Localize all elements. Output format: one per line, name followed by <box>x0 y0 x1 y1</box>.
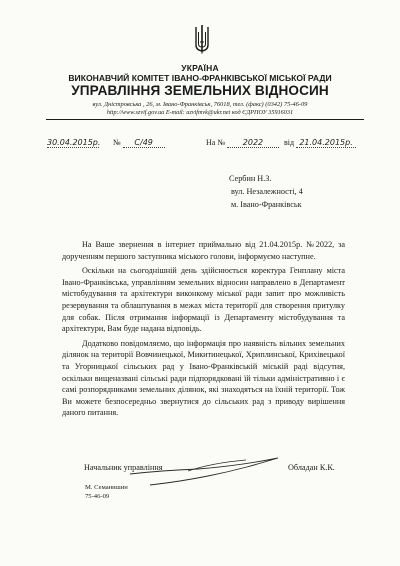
handwritten-signature <box>128 452 288 492</box>
recipient-name: Сербин Н.З. <box>229 174 272 183</box>
recipient-city: м. Івано-Франківськ <box>231 200 302 209</box>
outgoing-number-label: № <box>113 138 121 147</box>
incoming-date: 21.04.2015р. <box>296 138 356 148</box>
recipient-block <box>229 172 303 211</box>
organization-line-2: УПРАВЛІННЯ ЗЕМЕЛЬНИХ ВІДНОСИН <box>71 83 329 98</box>
outgoing-registration <box>47 138 165 148</box>
executor-phone: 75-46-09 <box>85 493 110 500</box>
body-paragraph: Додатково повідомляємо, що інформація про наявність вільних земельних ділянок на території Вовчинецької, Микитинецької, Хриплинської, Крихівецької та Угорницької сільських рад у Івано-Франківській міській раді відсутня, оскільки вищеназвані сільські ради підпорядковані їй тільки адміністративно і є самі розпорядниками земельних ділянок, які знаходяться на їхній території. Тож Ви можете безпосередньо звернутися до сільських рад з приводу вирішення даного питання. <box>62 338 345 418</box>
executor-name: М. Семанишин <box>85 484 128 491</box>
incoming-number-label: На № <box>206 138 225 147</box>
outgoing-number: С/49 <box>123 138 165 148</box>
incoming-date-label: від <box>283 138 295 147</box>
outgoing-date: 30.04.2015р. <box>47 138 101 147</box>
incoming-number: 2022 <box>227 138 279 148</box>
recipient-street: вул. Незалежності, 4 <box>231 187 303 196</box>
country-name: УКРАЇНА <box>181 63 219 73</box>
organization-line-1: ВИКОНАВЧИЙ КОМІТЕТ ІВАНО-ФРАНКІВСЬКОЇ МІСЬКОЇ РАДИ <box>68 73 332 83</box>
executor-block <box>85 483 128 501</box>
organization-address: вул. Дністровська , 26, м. Івано-Франківськ, 76018, тел. (факс) (0342) 75-46-09 <box>92 101 308 108</box>
trident-emblem-icon <box>194 24 210 54</box>
organization-contacts: http://www.szvif.gov.ua E-mail: uzvifmvk@ukr.net код ЄДРПОУ 35916031 <box>106 109 294 116</box>
letter-body <box>62 239 345 422</box>
signatory-position: Начальник управління <box>84 463 163 472</box>
body-paragraph: На Ваше звернення в інтернет приймально від 21.04.2015р. №2022, за дорученням першого заступника міського голови, інформуємо наступне. <box>62 240 345 261</box>
body-paragraph: Оскільки на сьогоднішній день здійснюється коректура Генплану міста Івано-Франківська, управлінням земельних відносин направлено в Департамент містобудування та архітектури виконкому міської ради запит про можливість резервування та облаштування в межах міста території для створення притулку для собак. Після отримання інформації із Департаменту містобудування та архітектури, Вам буде надана відповідь. <box>62 266 345 334</box>
header-divider <box>46 119 364 120</box>
incoming-registration <box>206 138 356 148</box>
signatory-name: Обладан К.К. <box>288 463 335 472</box>
